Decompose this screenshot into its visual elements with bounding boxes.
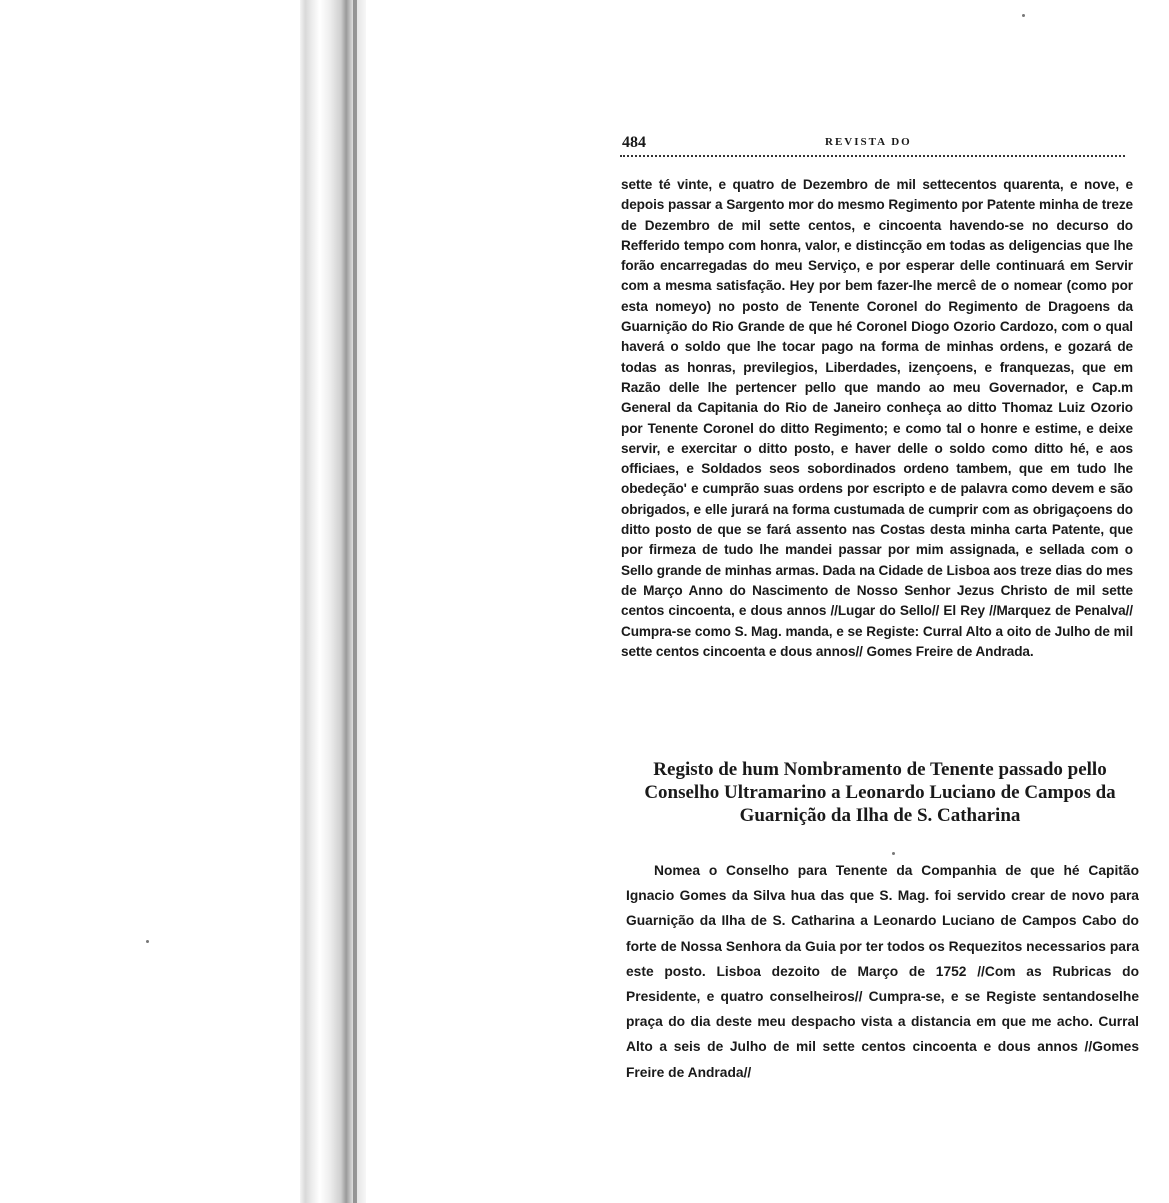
page-header xyxy=(620,128,1140,154)
header-rule xyxy=(620,155,1125,157)
section-body-paragraph: Nomea o Conselho para Tenente da Companhia de que hé Capitão Ignacio Gomes da Silva hua das que S. Mag. foi servido crear de novo para Guarnição da Ilha de S. Catharina a Leonardo Luciano de Campos Cabo do forte de Nossa Senhora da Guia por ter todos os Requezitos necessarios para este posto. Lisboa dezoito de Março de 1752 //Com as Rubricas do Presidente, e quatro conselheiros// Cumpra-se, e se Registe sentandoselhe praça do dia deste meu despacho vista a distancia em que me acho. Curral Alto a seis de Julho de mil sette centos cincoenta e dous annos //Gomes Freire de Andrada// xyxy=(626,863,1139,1080)
running-title: REVISTA DO xyxy=(825,136,912,148)
gutter-shadow-line xyxy=(353,0,357,1203)
scan-speck xyxy=(1022,14,1025,17)
section-title: Registo de hum Nombramento de Tenente passado pello Conselho Ultramarino a Leonardo Luciano de Campos da Guarnição da Ilha de S. Catharina xyxy=(644,759,1116,826)
document-body-paragraph: sette té vinte, e quatro de Dezembro de mil settecentos quarenta, e nove, e depois passar a Sargento mor do mesmo Regimento por Patente minha de treze de Dezembro de mil sette centos, e cincoenta havendo-se no decurso do Refferido tempo com honra, valor, e distincção em todas as deligencias que lhe forão encarregadas do meu Serviço, e por esperar delle continuará em Servir com a mesma satisfação. Hey por bem fazer-lhe mercê de o nomear (como por esta nomeyo) no posto de Tenente Coronel do Regimento de Dragoens da Guarnição do Rio Grande de que hé Coronel Diogo Ozorio Cardozo, com o qual haverá o soldo que lhe tocar pago na forma de minhas ordens, e gozará de todas as honras, previlegios, Liberdades, izençoens, e franquezas, que em Razão delle lhe pertencer pello que mando ao meu Governador, e Cap.m General da Capitania do Rio de Janeiro conheça ao ditto Thomaz Luiz Ozorio por Tenente Coronel do ditto Regimento; e como tal o honre e estime, e deixe servir, e exercitar o ditto posto, e haver delle o soldo como ditto hé, e aos officiaes, e Soldados seos sobordinados ordeno tambem, que em tudo lhe obedeção' e cumprão suas ordens por escripto e de palavra como devem e são obrigados, e elle jurará na forma custumada de cumprir com as obrigaçoens do ditto posto de que se fará assento nas Costas desta minha carta Patente, que por firmeza de tudo lhe mandei passar por mim assignada, e sellada com o Sello grande de minhas armas. Dada na Cidade de Lisboa aos treze dias do mes de Março Anno do Nascimento de Nosso Senhor Jezus Christo de mil sette centos cincoenta, e dous annos //Lugar do Sello// El Rey //Marquez de Penalva// Cumpra-se como S. Mag. manda, e se Registe: Curral Alto a oito de Julho de mil sette centos cincoenta e dous annos// Gomes Freire de Andrada. xyxy=(621,177,1133,659)
scan-speck xyxy=(892,852,895,855)
page-number: 484 xyxy=(622,134,646,151)
running-head xyxy=(620,128,1140,154)
scan-speck xyxy=(146,940,149,943)
